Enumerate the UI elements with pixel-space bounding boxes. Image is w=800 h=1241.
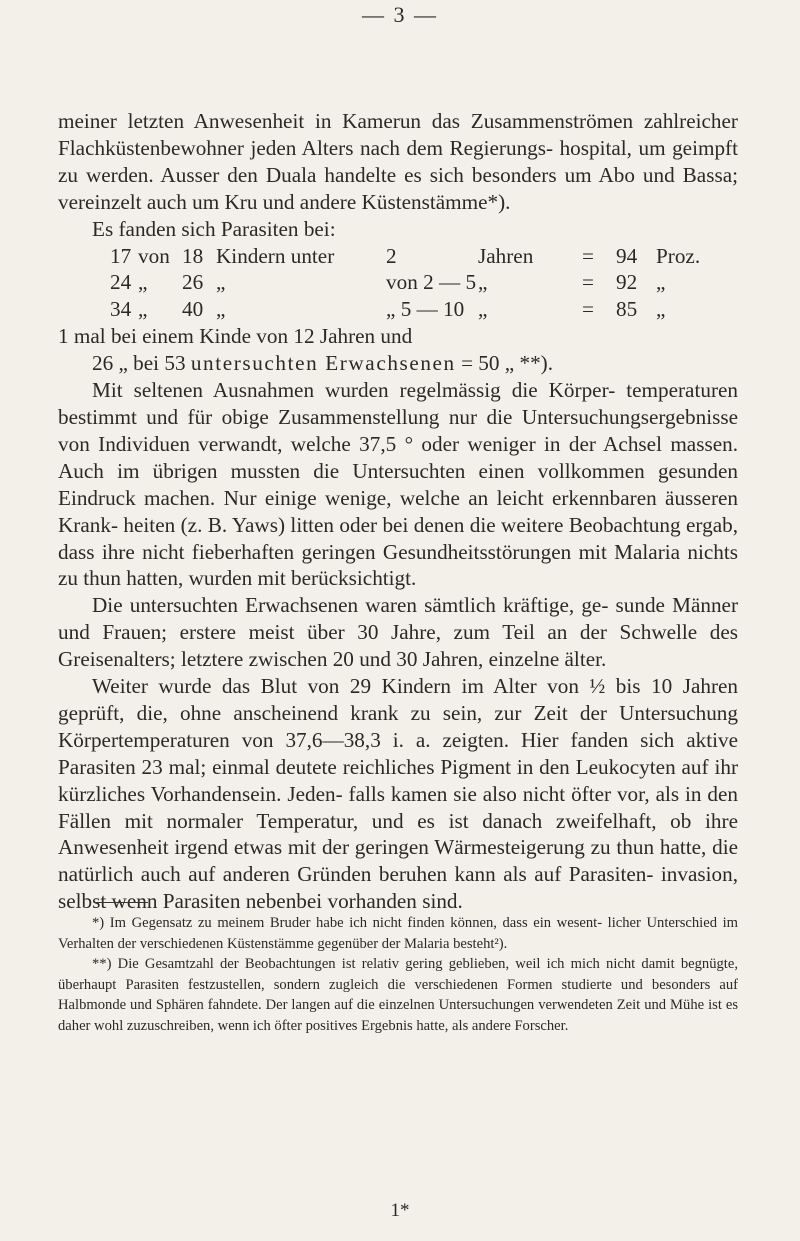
results-cell-desc: „ <box>216 270 226 295</box>
results-cell-range: 2 <box>386 243 397 268</box>
results-cell-b: 40 <box>182 297 204 322</box>
results-cell-pct: 92 <box>616 270 638 295</box>
results-intro: Es fanden sich Parasiten bei: <box>92 216 336 241</box>
results-line-adults-b: untersuchten Erwachsenen <box>190 351 456 376</box>
intro-paragraph: meiner letzten Anwesenheit in Kamerun das Zusammenströmen zahlreicher Flachküstenbewohner jeden Alters nach dem Regierungs- hospital, um geimpft zu werden. Ausser den Duala handelte es sich besonders um Abo und Bassa; vereinzelt auch um Kru und andere Küstenstämme*). <box>58 109 738 214</box>
footnote-2: **) Die Gesamtzahl der Beobachtungen ist relativ gering geblieben, weil ich mich nicht damit begnügte, überhaupt Parasiten festzustellen, sondern zugleich die verschiedenen Formen studierte und besonders auf Halbmonde und Sphären fahndete. Der langen auf die einzelnen Untersuchungen verwendeten Zeit und Mühe ist es daher wohl zuzuschreiben, wenn ich öfter positives Ergebnis hatte, als andere Forscher. <box>58 956 738 1034</box>
results-cell-desc: Kindern unter <box>216 243 335 268</box>
results-cell-eq: = <box>582 243 594 268</box>
results-line-single-text: 1 mal bei einem Kinde von 12 Jahren und <box>58 324 413 349</box>
results-row <box>58 296 738 323</box>
results-cell-von: „ <box>138 270 148 295</box>
results-cell-suffix: Proz. <box>656 243 701 268</box>
results-table <box>58 243 738 324</box>
results-cell-unit: „ <box>478 270 488 295</box>
results-cell-desc: „ <box>216 297 226 322</box>
results-cell-pct: 85 <box>616 297 638 322</box>
signature-mark: 1* <box>390 1200 410 1221</box>
results-cell-eq: = <box>582 270 594 295</box>
paragraph-temperatures: Mit seltenen Ausnahmen wurden regelmässig die Körper- temperaturen bestimmt und für obige Zusammenstellung nur die Untersuchungsergebnisse von Individuen verwandt, welche 37,5 ° oder weniger in der Achsel massen. Auch im übrigen mussten die Untersuchten einen vollkommen gesunden Eindruck machen. Nur einige wenige, welche an leicht erkennbaren äusseren Krank- heiten (z. B. Yaws) litten oder bei denen die weitere Beobachtung ergab, dass ihre nicht fieberhaften geringen Gesundheitsstörungen mit Malaria nichts zu thun hatten, wurden mit berücksichtigt. <box>58 378 738 591</box>
footnote-1: *) Im Gegensatz zu meinem Bruder habe ich nicht finden können, dass ein wesent- licher Unterschied im Verhalten der verschiedenen Küstenstämme gegenüber der Malaria besteht²). <box>58 915 738 952</box>
results-row <box>58 243 738 270</box>
results-cell-suffix: „ <box>656 270 666 295</box>
results-line-adults-c: = 50 „ **). <box>461 351 554 376</box>
results-cell-von: von <box>138 243 170 268</box>
results-cell-b: 18 <box>182 243 204 268</box>
results-cell-a: 24 <box>110 270 132 295</box>
results-cell-unit: „ <box>478 297 488 322</box>
results-cell-a: 34 <box>110 297 132 322</box>
paragraph-children: Weiter wurde das Blut von 29 Kindern im Alter von ½ bis 10 Jahren geprüft, die, ohne anscheinend krank zu sein, zur Zeit der Untersuchung Körpertemperaturen von 37,6—38,3 i. a. zeigten. Hier fanden sich aktive Parasiten 23 mal; einmal deutete reichliches Pigment in den Leukocyten auf ihr kürzliches Vorhandensein. Jeden- falls kamen sie also nicht öfter vor, als in den Fällen mit normaler Temperatur, und es ist danach zweifelhaft, ob ihre Anwesenheit irgend etwas mit der geringen Wärmesteigerung zu thun hatte, die natürlich auch auf anderen Gründen beruhen kann als auf Parasiten- invasion, selbst wenn Parasiten nebenbei vorhanden sind. <box>58 674 738 914</box>
results-line-adults-a: 26 „ bei 53 <box>92 351 186 376</box>
results-row <box>58 269 738 296</box>
body-text <box>58 108 738 915</box>
results-cell-range: von 2 — 5 <box>386 270 477 295</box>
results-cell-unit: Jahren <box>478 243 534 268</box>
results-cell-eq: = <box>582 297 594 322</box>
paragraph-adults: Die untersuchten Erwachsenen waren sämtlich kräftige, ge- sunde Männer und Frauen; erstere meist über 30 Jahre, zum Teil an der Schwelle des Greisenalters; letztere zwischen 20 und 30 Jahren, einzelne älter. <box>58 593 738 672</box>
page-number: — 3 — <box>362 2 438 27</box>
results-cell-a: 17 <box>110 243 132 268</box>
results-line-adults <box>58 350 738 377</box>
results-line-single <box>58 323 738 350</box>
results-cell-b: 26 <box>182 270 204 295</box>
footnote-divider <box>94 902 148 903</box>
results-cell-range: „ 5 — 10 <box>386 297 465 322</box>
results-cell-suffix: „ <box>656 297 666 322</box>
results-cell-pct: 94 <box>616 243 638 268</box>
footnotes <box>58 902 738 1037</box>
results-cell-von: „ <box>138 297 148 322</box>
